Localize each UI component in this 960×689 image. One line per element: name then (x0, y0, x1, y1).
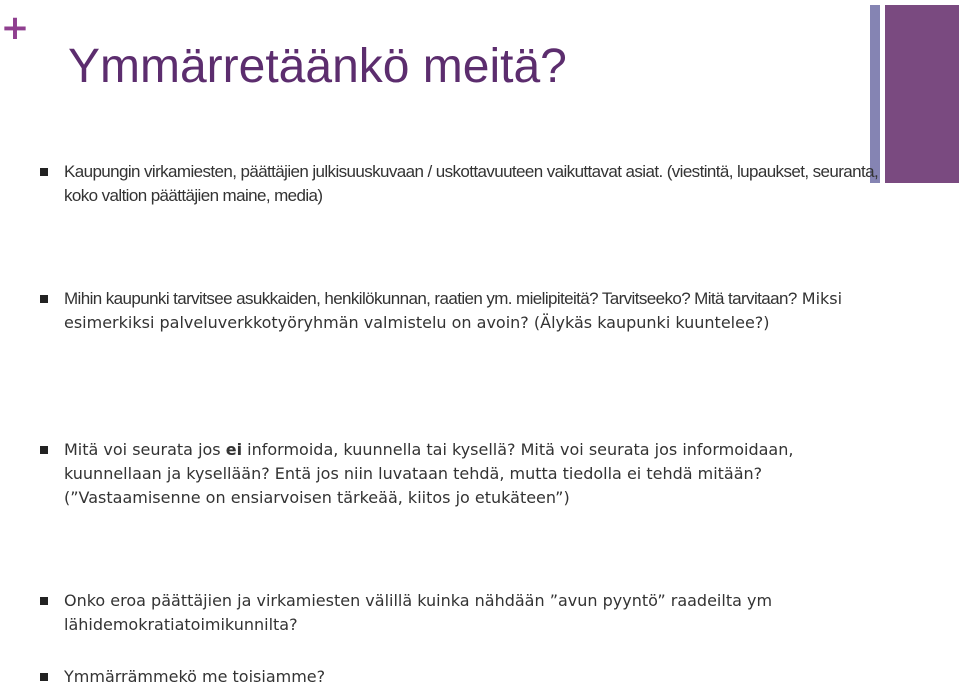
bullet-item-5 (40, 665, 890, 689)
bullet-text-emphasis: ei (225, 440, 243, 459)
square-bullet-icon (40, 295, 48, 303)
decorative-bar-thin (870, 5, 880, 183)
bullet-text (64, 438, 890, 510)
bullet-text (64, 287, 890, 335)
bullet-text: Kaupungin virkamiesten, päättäjien julkisuuskuvaan / uskottavuuteen vaikuttavat asiat. (viestintä, lupaukset, seuranta, koko valtion päättäjien maine, media) (64, 162, 879, 205)
square-bullet-icon (40, 168, 48, 176)
bullet-text-pre: Mitä voi seurata jos (64, 440, 226, 459)
square-bullet-icon (40, 597, 48, 605)
slide-title: Ymmärretäänkö meitä? (68, 40, 567, 93)
bullet-item-4 (40, 589, 890, 637)
plus-icon: + (0, 8, 30, 48)
bullet-item-1 (40, 160, 890, 208)
bullet-item-3 (40, 438, 890, 510)
decorative-bar-wide (885, 5, 959, 183)
square-bullet-icon (40, 446, 48, 454)
bullet-text: Onko eroa päättäjien ja virkamiesten välillä kuinka nähdään ”avun pyyntö” raadeilta ym lähidemokratiatoimikunnilta? (64, 591, 773, 634)
bullet-text-post: informoida, kuunnella tai kysellä? Mitä voi seurata jos informoidaan, kuunnellaan ja kysellään? Entä jos niin luvataan tehdä, mutta tiedolla ei tehdä mitään? (”Vastaamisenne on ensiarvoisen tärkeää, kiitos jo etukäteen”) (64, 440, 794, 507)
bullet-text-part-a: Mihin kaupunki tarvitsee asukkaiden, henkilökunnan, raatien ym. mielipiteitä? Tarvitseeko? Mitä tarvitaan? (64, 289, 797, 308)
bullet-text-part-b: Miksi esimerkiksi palveluverkkotyöryhmän valmistelu on avoin? (Älykäs kaupunki kuuntelee?) (64, 289, 843, 332)
bullet-item-2 (40, 287, 890, 335)
square-bullet-icon (40, 673, 48, 681)
bullet-text: Ymmärrämmekö me toisiamme? (64, 667, 326, 686)
